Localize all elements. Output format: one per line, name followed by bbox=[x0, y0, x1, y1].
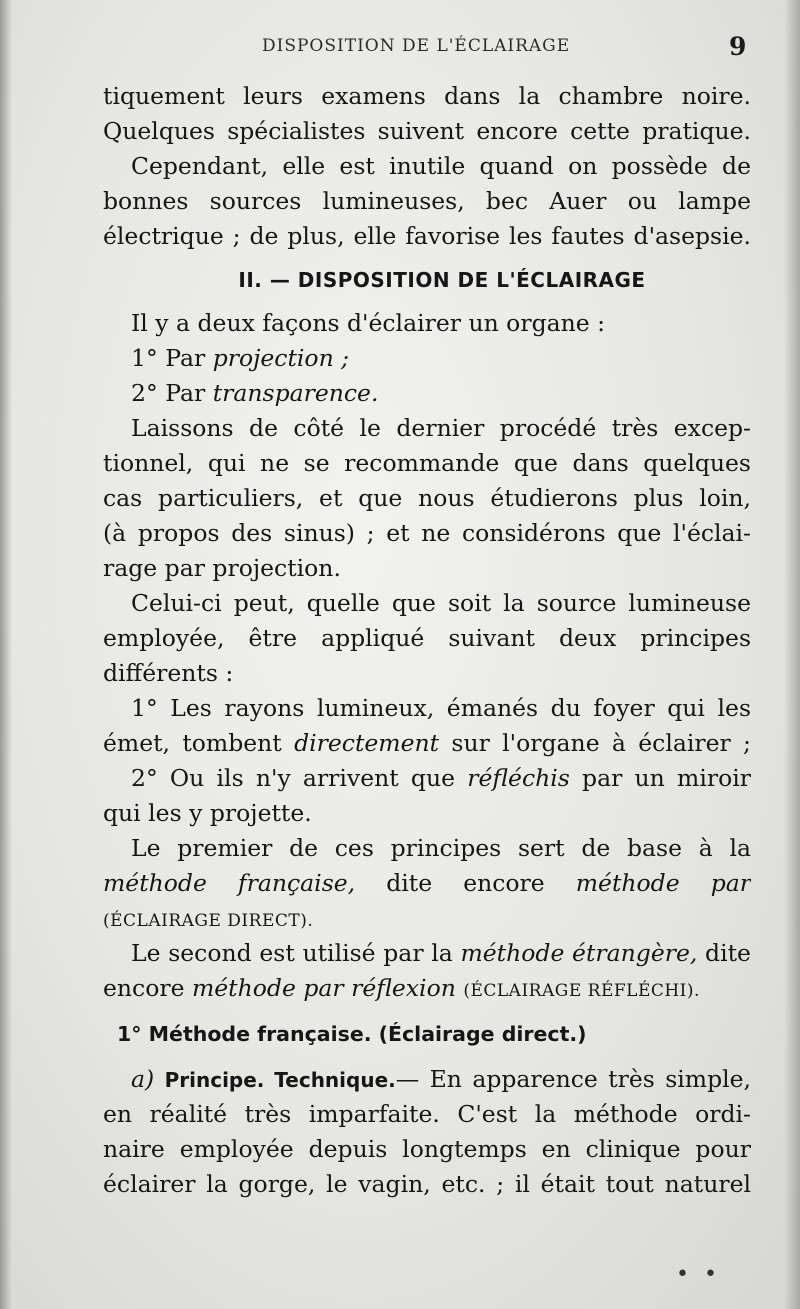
page-shadow-right bbox=[784, 0, 800, 1309]
footer-mark: • • bbox=[676, 1262, 721, 1287]
text-line: émet, tombent directement sur l'organe à éclairer ; bbox=[103, 729, 751, 757]
text-line: rage par projection. bbox=[103, 554, 341, 582]
body-text bbox=[103, 79, 751, 1202]
text-line: 1° Les rayons lumineux, émanés du foyer qui les bbox=[131, 694, 751, 722]
text-line: Il y a deux façons d'éclairer un organe : bbox=[131, 309, 606, 337]
text-line: tiquement leurs examens dans la chambre noire. bbox=[103, 82, 751, 110]
page-shadow-left bbox=[0, 0, 12, 1309]
text-line: encore méthode par réflexion (ÉCLAIRAGE RÉFLÉCHI). bbox=[103, 974, 700, 1002]
running-header: DISPOSITION DE L'ÉCLAIRAGE bbox=[262, 36, 571, 56]
list-item: 2° Par transparence. bbox=[131, 379, 379, 407]
text-line: Celui-ci peut, quelle que soit la source lumineuse bbox=[131, 589, 751, 617]
text-line: Le second est utilisé par la méthode étrangère, dite bbox=[131, 939, 751, 967]
text-line: bonnes sources lumineuses, bec Auer ou lampe bbox=[103, 187, 751, 215]
subsection-heading: 1° Méthode française. (Éclairage direct.) bbox=[117, 1022, 587, 1046]
text-line: 2° Ou ils n'y arrivent que réfléchis par un miroir bbox=[131, 764, 751, 792]
text-line: cas particuliers, et que nous étudierons plus loin, bbox=[103, 484, 751, 512]
text-line: naire employée depuis longtemps en clinique pour bbox=[103, 1135, 751, 1163]
text-line: différents : bbox=[103, 659, 234, 687]
list-item: 1° Par projection ; bbox=[131, 344, 350, 372]
text-line: Le premier de ces principes sert de base à la bbox=[131, 834, 751, 862]
text-line: (à propos des sinus) ; et ne considérons que l'éclai- bbox=[103, 519, 751, 547]
page-number: 9 bbox=[729, 32, 747, 61]
text-line: en réalité très imparfaite. C'est la méthode ordi- bbox=[103, 1100, 751, 1128]
text-line: a) Principe. Technique.— En apparence très simple, bbox=[131, 1065, 751, 1093]
text-line: électrique ; de plus, elle favorise les fautes d'asepsie. bbox=[103, 222, 751, 250]
text-line: employée, être appliqué suivant deux principes bbox=[103, 624, 751, 652]
text-line: Cependant, elle est inutile quand on possède de bbox=[131, 152, 751, 180]
text-line: Laissons de côté le dernier procédé très excep- bbox=[131, 414, 751, 442]
section-heading: II. — DISPOSITION DE L'ÉCLAIRAGE bbox=[238, 268, 646, 292]
text-line: (ÉCLAIRAGE DIRECT). bbox=[103, 911, 314, 931]
text-line: qui les y projette. bbox=[103, 799, 312, 827]
text-line: Quelques spécialistes suivent encore cette pratique. bbox=[103, 117, 751, 145]
text-line: tionnel, qui ne se recommande que dans quelques bbox=[103, 449, 751, 477]
text-line: méthode française, dite encore méthode par bbox=[103, 869, 751, 897]
text-line: éclairer la gorge, le vagin, etc. ; il était tout naturel bbox=[103, 1170, 751, 1198]
